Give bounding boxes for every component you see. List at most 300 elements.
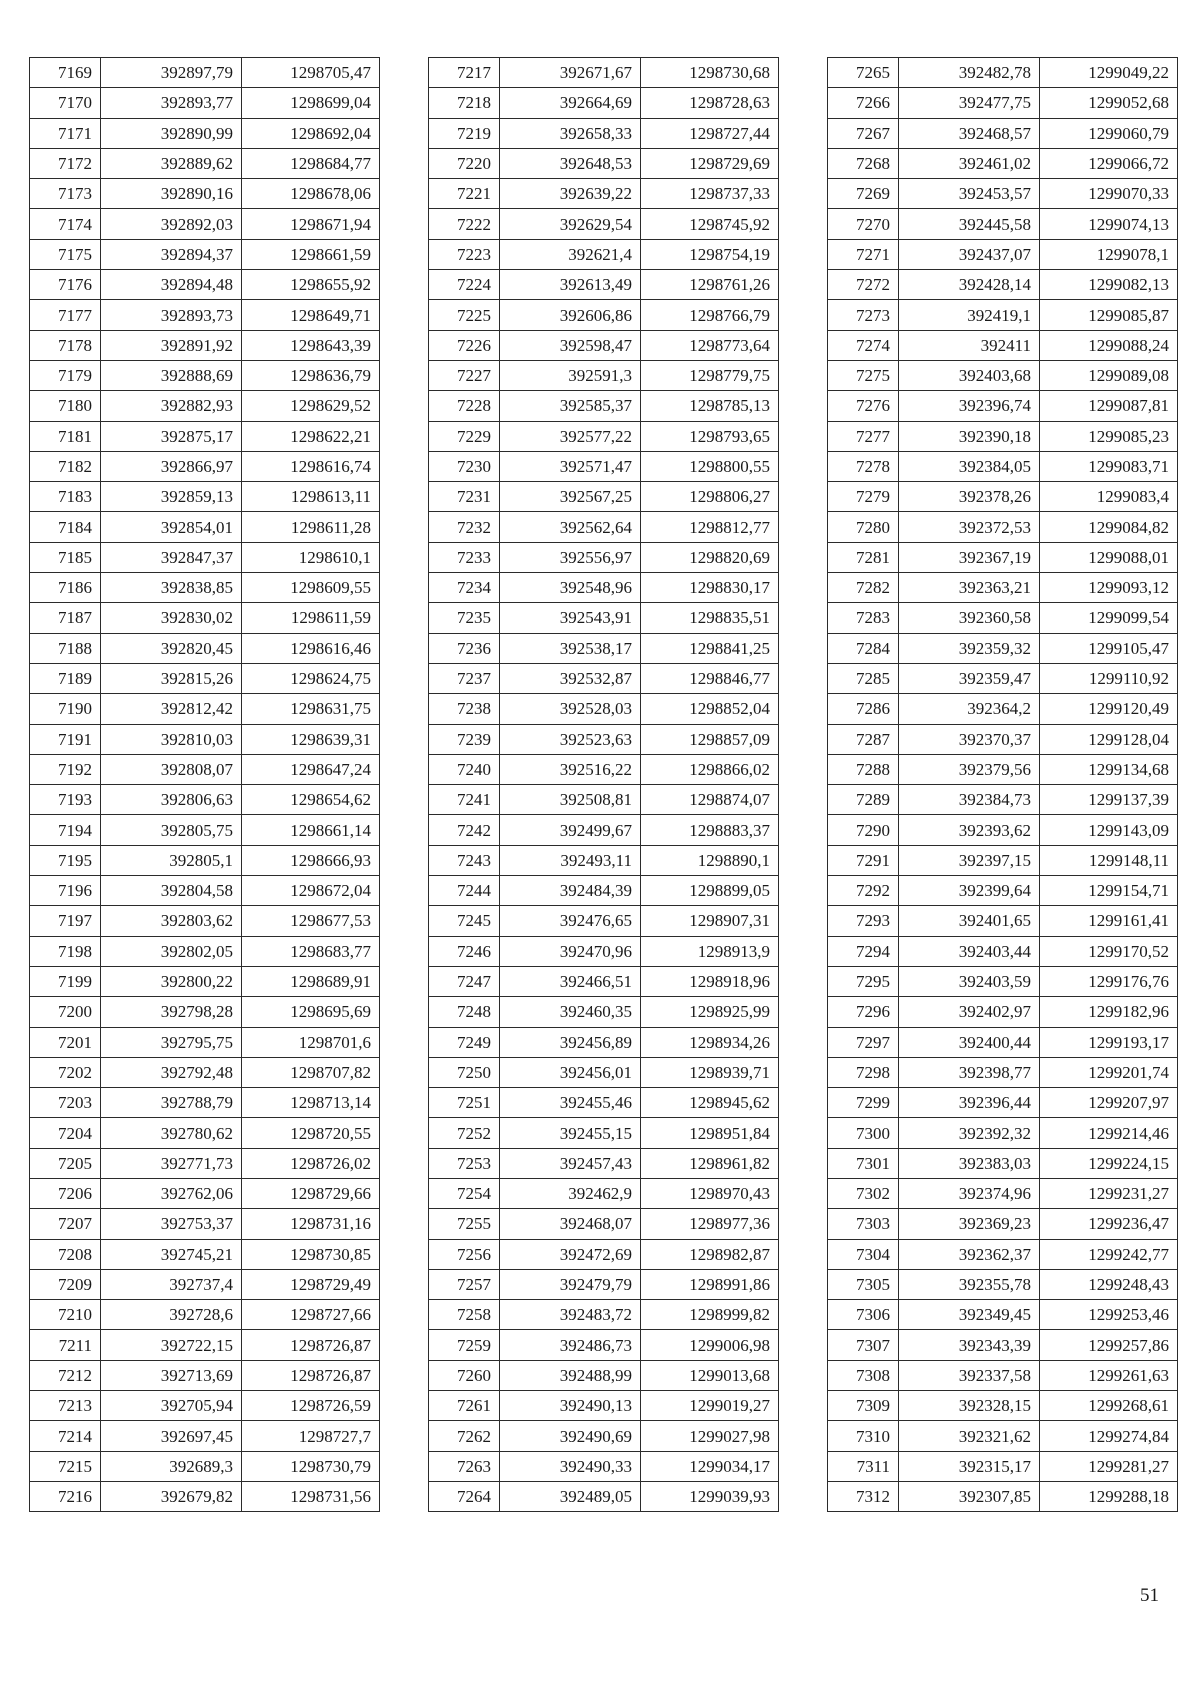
y-coordinate-cell: 1298727,44 [641, 118, 779, 148]
table-row [30, 1209, 380, 1239]
table-row [30, 573, 380, 603]
point-number-cell: 7241 [429, 785, 500, 815]
table-row [828, 1148, 1178, 1178]
y-coordinate-cell: 1298934,26 [641, 1027, 779, 1057]
y-coordinate-cell: 1298701,6 [242, 1027, 380, 1057]
point-number-cell: 7291 [828, 845, 899, 875]
point-number-cell: 7260 [429, 1360, 500, 1390]
point-number-cell: 7259 [429, 1330, 500, 1360]
y-coordinate-cell: 1298977,36 [641, 1209, 779, 1239]
x-coordinate-cell: 392606,86 [500, 300, 641, 330]
x-coordinate-cell: 392470,96 [500, 936, 641, 966]
x-coordinate-cell: 392499,67 [500, 815, 641, 845]
y-coordinate-cell: 1298866,02 [641, 754, 779, 784]
x-coordinate-cell: 392460,35 [500, 997, 641, 1027]
point-number-cell: 7202 [30, 1057, 101, 1087]
table-row [30, 1481, 380, 1511]
point-number-cell: 7189 [30, 663, 101, 693]
x-coordinate-cell: 392453,57 [899, 179, 1040, 209]
coordinate-table-1 [29, 57, 380, 1512]
y-coordinate-cell: 1298820,69 [641, 542, 779, 572]
x-coordinate-cell: 392484,39 [500, 876, 641, 906]
point-number-cell: 7282 [828, 573, 899, 603]
table-row [429, 330, 779, 360]
point-number-cell: 7234 [429, 573, 500, 603]
x-coordinate-cell: 392745,21 [101, 1239, 242, 1269]
table-row [429, 1027, 779, 1057]
x-coordinate-cell: 392613,49 [500, 270, 641, 300]
table-row [828, 633, 1178, 663]
table-row [30, 1391, 380, 1421]
table-row [828, 997, 1178, 1027]
y-coordinate-cell: 1299052,68 [1040, 88, 1178, 118]
x-coordinate-cell: 392888,69 [101, 360, 242, 390]
y-coordinate-cell: 1298713,14 [242, 1088, 380, 1118]
point-number-cell: 7311 [828, 1451, 899, 1481]
y-coordinate-cell: 1299093,12 [1040, 573, 1178, 603]
point-number-cell: 7252 [429, 1118, 500, 1148]
x-coordinate-cell: 392489,05 [500, 1481, 641, 1511]
x-coordinate-cell: 392847,37 [101, 542, 242, 572]
y-coordinate-cell: 1299039,93 [641, 1481, 779, 1511]
y-coordinate-cell: 1298731,56 [242, 1481, 380, 1511]
table-row [30, 845, 380, 875]
table-row [828, 876, 1178, 906]
y-coordinate-cell: 1298726,59 [242, 1391, 380, 1421]
table-row [828, 330, 1178, 360]
table-row [429, 997, 779, 1027]
y-coordinate-cell: 1299143,09 [1040, 815, 1178, 845]
x-coordinate-cell: 392428,14 [899, 270, 1040, 300]
y-coordinate-cell: 1298616,74 [242, 451, 380, 481]
point-number-cell: 7245 [429, 906, 500, 936]
point-number-cell: 7239 [429, 724, 500, 754]
point-number-cell: 7299 [828, 1088, 899, 1118]
y-coordinate-cell: 1298611,28 [242, 512, 380, 542]
y-coordinate-cell: 1299019,27 [641, 1391, 779, 1421]
y-coordinate-cell: 1299085,23 [1040, 421, 1178, 451]
point-number-cell: 7293 [828, 906, 899, 936]
y-coordinate-cell: 1299078,1 [1040, 239, 1178, 269]
y-coordinate-cell: 1299074,13 [1040, 209, 1178, 239]
x-coordinate-cell: 392875,17 [101, 421, 242, 451]
table-row [828, 1118, 1178, 1148]
coordinate-table-2 [428, 57, 779, 1512]
table-row [429, 573, 779, 603]
point-number-cell: 7251 [429, 1088, 500, 1118]
y-coordinate-cell: 1298610,1 [242, 542, 380, 572]
point-number-cell: 7188 [30, 633, 101, 663]
table-row [429, 542, 779, 572]
table-row [30, 1421, 380, 1451]
point-number-cell: 7200 [30, 997, 101, 1027]
x-coordinate-cell: 392771,73 [101, 1148, 242, 1178]
point-number-cell: 7233 [429, 542, 500, 572]
point-number-cell: 7300 [828, 1118, 899, 1148]
x-coordinate-cell: 392893,73 [101, 300, 242, 330]
y-coordinate-cell: 1298611,59 [242, 603, 380, 633]
table-row [429, 1451, 779, 1481]
x-coordinate-cell: 392486,73 [500, 1330, 641, 1360]
table-row [30, 966, 380, 996]
y-coordinate-cell: 1299274,84 [1040, 1421, 1178, 1451]
point-number-cell: 7285 [828, 663, 899, 693]
table-row [828, 179, 1178, 209]
x-coordinate-cell: 392483,72 [500, 1300, 641, 1330]
x-coordinate-cell: 392398,77 [899, 1057, 1040, 1087]
y-coordinate-cell: 1298672,04 [242, 876, 380, 906]
y-coordinate-cell: 1298857,09 [641, 724, 779, 754]
x-coordinate-cell: 392806,63 [101, 785, 242, 815]
y-coordinate-cell: 1299207,97 [1040, 1088, 1178, 1118]
y-coordinate-cell: 1299088,24 [1040, 330, 1178, 360]
table-row [828, 966, 1178, 996]
x-coordinate-cell: 392411 [899, 330, 1040, 360]
table-row [30, 997, 380, 1027]
x-coordinate-cell: 392658,33 [500, 118, 641, 148]
point-number-cell: 7203 [30, 1088, 101, 1118]
y-coordinate-cell: 1298728,63 [641, 88, 779, 118]
y-coordinate-cell: 1298754,19 [641, 239, 779, 269]
point-number-cell: 7286 [828, 694, 899, 724]
x-coordinate-cell: 392523,63 [500, 724, 641, 754]
y-coordinate-cell: 1299148,11 [1040, 845, 1178, 875]
x-coordinate-cell: 392328,15 [899, 1391, 1040, 1421]
point-number-cell: 7221 [429, 179, 500, 209]
y-coordinate-cell: 1299231,27 [1040, 1178, 1178, 1208]
y-coordinate-cell: 1299060,79 [1040, 118, 1178, 148]
y-coordinate-cell: 1299034,17 [641, 1451, 779, 1481]
point-number-cell: 7173 [30, 179, 101, 209]
y-coordinate-cell: 1298918,96 [641, 966, 779, 996]
y-coordinate-cell: 1298951,84 [641, 1118, 779, 1148]
point-number-cell: 7255 [429, 1209, 500, 1239]
x-coordinate-cell: 392805,75 [101, 815, 242, 845]
x-coordinate-cell: 392461,02 [899, 148, 1040, 178]
x-coordinate-cell: 392805,1 [101, 845, 242, 875]
point-number-cell: 7232 [429, 512, 500, 542]
table-row [828, 391, 1178, 421]
y-coordinate-cell: 1299013,68 [641, 1360, 779, 1390]
table-row [429, 360, 779, 390]
x-coordinate-cell: 392364,2 [899, 694, 1040, 724]
x-coordinate-cell: 392516,22 [500, 754, 641, 784]
point-number-cell: 7276 [828, 391, 899, 421]
y-coordinate-cell: 1298982,87 [641, 1239, 779, 1269]
y-coordinate-cell: 1298852,04 [641, 694, 779, 724]
point-number-cell: 7206 [30, 1178, 101, 1208]
y-coordinate-cell: 1298883,37 [641, 815, 779, 845]
page-number: 51 [1140, 1585, 1159, 1606]
y-coordinate-cell: 1298907,31 [641, 906, 779, 936]
y-coordinate-cell: 1298661,14 [242, 815, 380, 845]
x-coordinate-cell: 392372,53 [899, 512, 1040, 542]
x-coordinate-cell: 392538,17 [500, 633, 641, 663]
table-row [30, 1239, 380, 1269]
y-coordinate-cell: 1299088,01 [1040, 542, 1178, 572]
point-number-cell: 7256 [429, 1239, 500, 1269]
point-number-cell: 7266 [828, 88, 899, 118]
x-coordinate-cell: 392854,01 [101, 512, 242, 542]
point-number-cell: 7204 [30, 1118, 101, 1148]
x-coordinate-cell: 392384,73 [899, 785, 1040, 815]
point-number-cell: 7269 [828, 179, 899, 209]
table-row [828, 300, 1178, 330]
table-row [429, 391, 779, 421]
point-number-cell: 7273 [828, 300, 899, 330]
table-row [429, 482, 779, 512]
y-coordinate-cell: 1298793,65 [641, 421, 779, 451]
point-number-cell: 7237 [429, 663, 500, 693]
x-coordinate-cell: 392753,37 [101, 1209, 242, 1239]
y-coordinate-cell: 1298683,77 [242, 936, 380, 966]
point-number-cell: 7235 [429, 603, 500, 633]
point-number-cell: 7187 [30, 603, 101, 633]
y-coordinate-cell: 1299268,61 [1040, 1391, 1178, 1421]
table-row [30, 88, 380, 118]
table-row [828, 603, 1178, 633]
y-coordinate-cell: 1299105,47 [1040, 633, 1178, 663]
y-coordinate-cell: 1299201,74 [1040, 1057, 1178, 1087]
table-row [828, 573, 1178, 603]
point-number-cell: 7224 [429, 270, 500, 300]
point-number-cell: 7212 [30, 1360, 101, 1390]
y-coordinate-cell: 1298636,79 [242, 360, 380, 390]
y-coordinate-cell: 1298671,94 [242, 209, 380, 239]
point-number-cell: 7191 [30, 724, 101, 754]
y-coordinate-cell: 1299134,68 [1040, 754, 1178, 784]
point-number-cell: 7211 [30, 1330, 101, 1360]
point-number-cell: 7181 [30, 421, 101, 451]
point-number-cell: 7238 [429, 694, 500, 724]
point-number-cell: 7201 [30, 1027, 101, 1057]
table-row [429, 118, 779, 148]
point-number-cell: 7228 [429, 391, 500, 421]
point-number-cell: 7240 [429, 754, 500, 784]
table-row [30, 1178, 380, 1208]
x-coordinate-cell: 392457,43 [500, 1148, 641, 1178]
point-number-cell: 7222 [429, 209, 500, 239]
y-coordinate-cell: 1298699,04 [242, 88, 380, 118]
x-coordinate-cell: 392648,53 [500, 148, 641, 178]
y-coordinate-cell: 1299154,71 [1040, 876, 1178, 906]
table-row [429, 1118, 779, 1148]
table-row [30, 1269, 380, 1299]
x-coordinate-cell: 392490,13 [500, 1391, 641, 1421]
y-coordinate-cell: 1299083,4 [1040, 482, 1178, 512]
y-coordinate-cell: 1299288,18 [1040, 1481, 1178, 1511]
point-number-cell: 7246 [429, 936, 500, 966]
table-row [429, 1391, 779, 1421]
table-row [828, 360, 1178, 390]
table-row [429, 663, 779, 693]
point-number-cell: 7226 [429, 330, 500, 360]
point-number-cell: 7270 [828, 209, 899, 239]
y-coordinate-cell: 1298655,92 [242, 270, 380, 300]
y-coordinate-cell: 1298695,69 [242, 997, 380, 1027]
table-row [30, 633, 380, 663]
table-row [30, 1360, 380, 1390]
x-coordinate-cell: 392396,74 [899, 391, 1040, 421]
point-number-cell: 7253 [429, 1148, 500, 1178]
table-row [828, 1239, 1178, 1269]
point-number-cell: 7184 [30, 512, 101, 542]
y-coordinate-cell: 1298731,16 [242, 1209, 380, 1239]
point-number-cell: 7296 [828, 997, 899, 1027]
point-number-cell: 7195 [30, 845, 101, 875]
y-coordinate-cell: 1298729,69 [641, 148, 779, 178]
point-number-cell: 7242 [429, 815, 500, 845]
point-number-cell: 7225 [429, 300, 500, 330]
x-coordinate-cell: 392462,9 [500, 1178, 641, 1208]
x-coordinate-cell: 392556,97 [500, 542, 641, 572]
table-row [30, 58, 380, 88]
x-coordinate-cell: 392788,79 [101, 1088, 242, 1118]
y-coordinate-cell: 1298729,66 [242, 1178, 380, 1208]
point-number-cell: 7174 [30, 209, 101, 239]
x-coordinate-cell: 392629,54 [500, 209, 641, 239]
point-number-cell: 7303 [828, 1209, 899, 1239]
point-number-cell: 7180 [30, 391, 101, 421]
x-coordinate-cell: 392808,07 [101, 754, 242, 784]
table-row [828, 724, 1178, 754]
table-row [429, 694, 779, 724]
x-coordinate-cell: 392490,33 [500, 1451, 641, 1481]
point-number-cell: 7272 [828, 270, 899, 300]
table-row [828, 118, 1178, 148]
x-coordinate-cell: 392894,37 [101, 239, 242, 269]
y-coordinate-cell: 1298726,87 [242, 1360, 380, 1390]
point-number-cell: 7215 [30, 1451, 101, 1481]
y-coordinate-cell: 1299110,92 [1040, 663, 1178, 693]
y-coordinate-cell: 1298624,75 [242, 663, 380, 693]
point-number-cell: 7307 [828, 1330, 899, 1360]
point-number-cell: 7209 [30, 1269, 101, 1299]
x-coordinate-cell: 392402,97 [899, 997, 1040, 1027]
point-number-cell: 7284 [828, 633, 899, 663]
point-number-cell: 7288 [828, 754, 899, 784]
x-coordinate-cell: 392482,78 [899, 58, 1040, 88]
table-row [828, 270, 1178, 300]
table-row [30, 360, 380, 390]
y-coordinate-cell: 1299261,63 [1040, 1360, 1178, 1390]
table-row [30, 239, 380, 269]
table-row [828, 936, 1178, 966]
point-number-cell: 7267 [828, 118, 899, 148]
y-coordinate-cell: 1298609,55 [242, 573, 380, 603]
x-coordinate-cell: 392830,02 [101, 603, 242, 633]
x-coordinate-cell: 392384,05 [899, 451, 1040, 481]
point-number-cell: 7171 [30, 118, 101, 148]
point-number-cell: 7306 [828, 1300, 899, 1330]
table-row [429, 876, 779, 906]
point-number-cell: 7312 [828, 1481, 899, 1511]
table-row [30, 209, 380, 239]
point-number-cell: 7304 [828, 1239, 899, 1269]
x-coordinate-cell: 392812,42 [101, 694, 242, 724]
x-coordinate-cell: 392343,39 [899, 1330, 1040, 1360]
x-coordinate-cell: 392795,75 [101, 1027, 242, 1057]
table-row [828, 1088, 1178, 1118]
point-number-cell: 7176 [30, 270, 101, 300]
table-row [828, 1330, 1178, 1360]
x-coordinate-cell: 392562,64 [500, 512, 641, 542]
x-coordinate-cell: 392621,4 [500, 239, 641, 269]
point-number-cell: 7198 [30, 936, 101, 966]
y-coordinate-cell: 1298726,87 [242, 1330, 380, 1360]
y-coordinate-cell: 1298961,82 [641, 1148, 779, 1178]
y-coordinate-cell: 1299193,17 [1040, 1027, 1178, 1057]
x-coordinate-cell: 392762,06 [101, 1178, 242, 1208]
y-coordinate-cell: 1299242,77 [1040, 1239, 1178, 1269]
x-coordinate-cell: 392393,62 [899, 815, 1040, 845]
x-coordinate-cell: 392713,69 [101, 1360, 242, 1390]
table-row [30, 1057, 380, 1087]
point-number-cell: 7263 [429, 1451, 500, 1481]
table-row [828, 1178, 1178, 1208]
y-coordinate-cell: 1298729,49 [242, 1269, 380, 1299]
table-row [828, 482, 1178, 512]
x-coordinate-cell: 392369,23 [899, 1209, 1040, 1239]
table-row [30, 936, 380, 966]
x-coordinate-cell: 392598,47 [500, 330, 641, 360]
x-coordinate-cell: 392403,68 [899, 360, 1040, 390]
x-coordinate-cell: 392664,69 [500, 88, 641, 118]
x-coordinate-cell: 392792,48 [101, 1057, 242, 1087]
table-row [30, 451, 380, 481]
table-row [30, 906, 380, 936]
y-coordinate-cell: 1298689,91 [242, 966, 380, 996]
y-coordinate-cell: 1299248,43 [1040, 1269, 1178, 1299]
x-coordinate-cell: 392780,62 [101, 1118, 242, 1148]
point-number-cell: 7244 [429, 876, 500, 906]
y-coordinate-cell: 1298899,05 [641, 876, 779, 906]
x-coordinate-cell: 392476,65 [500, 906, 641, 936]
x-coordinate-cell: 392379,56 [899, 754, 1040, 784]
y-coordinate-cell: 1299083,71 [1040, 451, 1178, 481]
x-coordinate-cell: 392307,85 [899, 1481, 1040, 1511]
point-number-cell: 7292 [828, 876, 899, 906]
table-row [429, 451, 779, 481]
x-coordinate-cell: 392477,75 [899, 88, 1040, 118]
y-coordinate-cell: 1298945,62 [641, 1088, 779, 1118]
table-row [429, 179, 779, 209]
table-row [429, 785, 779, 815]
x-coordinate-cell: 392359,47 [899, 663, 1040, 693]
point-number-cell: 7182 [30, 451, 101, 481]
x-coordinate-cell: 392577,22 [500, 421, 641, 451]
x-coordinate-cell: 392315,17 [899, 1451, 1040, 1481]
x-coordinate-cell: 392488,99 [500, 1360, 641, 1390]
point-number-cell: 7178 [30, 330, 101, 360]
table-row [429, 1360, 779, 1390]
y-coordinate-cell: 1298629,52 [242, 391, 380, 421]
table-row [30, 1088, 380, 1118]
y-coordinate-cell: 1299066,72 [1040, 148, 1178, 178]
y-coordinate-cell: 1299170,52 [1040, 936, 1178, 966]
x-coordinate-cell: 392493,11 [500, 845, 641, 875]
point-number-cell: 7208 [30, 1239, 101, 1269]
table-row [429, 148, 779, 178]
table-row [30, 754, 380, 784]
x-coordinate-cell: 392397,15 [899, 845, 1040, 875]
point-number-cell: 7305 [828, 1269, 899, 1299]
table-row [30, 421, 380, 451]
x-coordinate-cell: 392400,44 [899, 1027, 1040, 1057]
x-coordinate-cell: 392543,91 [500, 603, 641, 633]
y-coordinate-cell: 1299087,81 [1040, 391, 1178, 421]
x-coordinate-cell: 392337,58 [899, 1360, 1040, 1390]
